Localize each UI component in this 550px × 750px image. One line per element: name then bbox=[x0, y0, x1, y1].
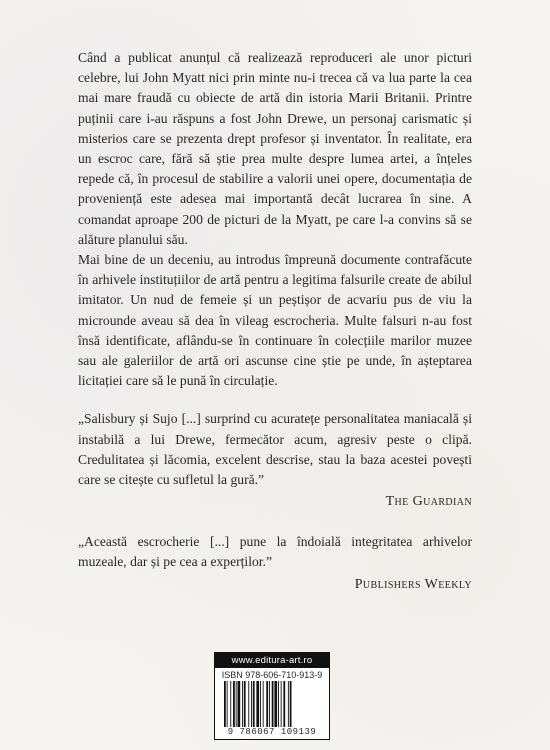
review-quote-text: „Salisbury și Sujo [...] surprind cu acuratețe personalitatea maniacală și instabilă a lui Drewe, fermecător acum, agresiv peste o clipă. Credulitatea și lăcomia, excelent descrise, stau la baza acestei povești care se citește cu sufletul la gură.” bbox=[78, 411, 472, 488]
review-quote-guardian bbox=[78, 409, 472, 510]
isbn-barcode-block bbox=[214, 652, 330, 740]
publisher-url: www.editura-art.ro bbox=[215, 653, 329, 668]
review-quote-publishers-weekly bbox=[78, 532, 472, 592]
barcode-digits: 9 786067 109139 bbox=[227, 727, 317, 737]
blurb-paragraph-1: Când a publicat anunțul că realizează reproduceri ale unor picturi celebre, lui John Myatt nici prin minte nu-i trecea că va lua parte la cea mai mare fraudă cu obiecte de artă din istoria Marii Britanii. Printre puținii care i-au răspuns a fost John Drewe, un personaj carismatic și misterios care se prezenta drept profesor și inventator. În realitate, era un escroc care, fără să știe prea multe despre lumea artei, a înțeles repede că, în procesul de stabilire a valorii unei opere, documentația de proveniență este adesea mai importantă decât lucrarea în sine. A comandat aproape 200 de picturi de la Myatt, pe care l-a convins să se alăture planului său. bbox=[78, 50, 472, 247]
blurb bbox=[78, 48, 472, 593]
isbn-text: ISBN 978-606-710-913-9 bbox=[221, 670, 323, 680]
barcode-icon bbox=[222, 681, 322, 727]
review-source: The Guardian bbox=[385, 494, 472, 510]
review-source: Publishers Weekly bbox=[354, 576, 472, 592]
review-quote-text: „Această escrocherie [...] pune la îndoială integritatea arhivelor muzeale, dar și pe cea a experților.” bbox=[78, 534, 472, 570]
blurb-paragraph-2: Mai bine de un deceniu, au introdus împreună documente contrafăcute în arhivele instituțiilor de artă pentru a legitima falsurile create de abilul imitator. Un nud de femeie și un peștișor de acvariu pus de viu la microunde aveau să dea în vileag escrocheria. Multe falsuri n-au fost însă identificate, aflându-se în continuare în colecțiile marilor muzee sau ale galeriilor de artă ori ascunse cine știe pe unde, în așteptarea licitației care să le pună în circulație. bbox=[78, 252, 472, 389]
